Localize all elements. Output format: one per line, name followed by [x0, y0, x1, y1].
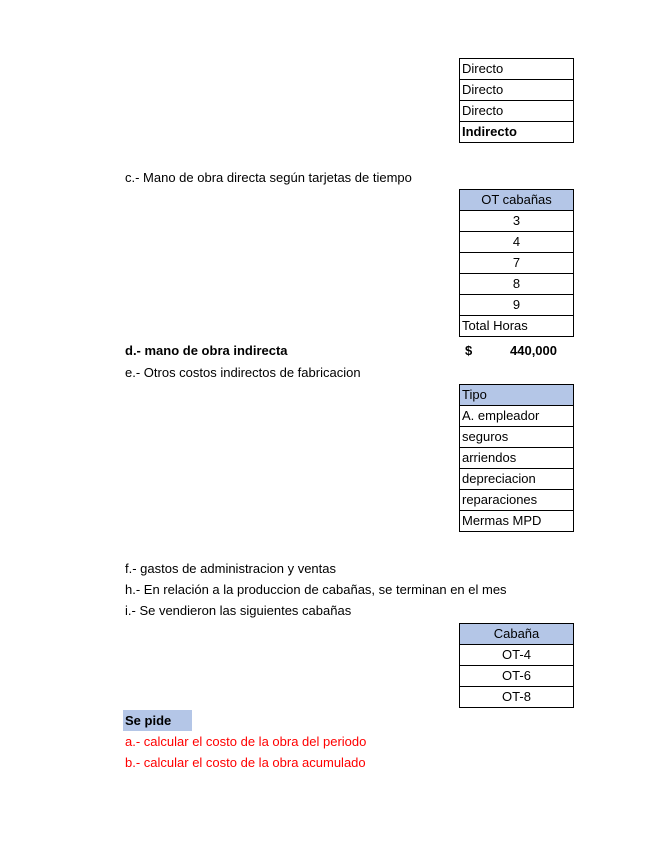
tipo-header[interactable]: Tipo — [460, 385, 574, 406]
tipo-cell[interactable]: reparaciones — [460, 490, 574, 511]
tipo-cell[interactable]: A. empleador — [460, 406, 574, 427]
ot-cabanas-cell[interactable]: 7 — [460, 253, 574, 274]
cabana-cell[interactable]: OT-8 — [460, 687, 574, 708]
tipo-cell[interactable]: depreciacion — [460, 469, 574, 490]
total-horas-cell[interactable]: Total Horas — [460, 316, 574, 337]
ot-cabanas-table — [459, 189, 574, 337]
cabana-header[interactable]: Cabaña — [460, 624, 574, 645]
ot-cabanas-cell[interactable]: 8 — [460, 274, 574, 295]
cabana-cell[interactable]: OT-4 — [460, 645, 574, 666]
section-c-title: c.- Mano de obra directa según tarjetas de tiempo — [125, 170, 412, 185]
tipo-cell[interactable]: seguros — [460, 427, 574, 448]
section-e-title: e.- Otros costos indirectos de fabricacion — [125, 365, 361, 380]
labor-type-cell[interactable]: Directo — [460, 80, 574, 101]
section-f-title: f.- gastos de administracion y ventas — [125, 561, 336, 576]
section-d-title: d.- mano de obra indirecta — [125, 343, 288, 358]
ot-cabanas-cell[interactable]: 9 — [460, 295, 574, 316]
tipo-cell[interactable]: Mermas MPD — [460, 511, 574, 532]
ot-cabanas-cell[interactable]: 4 — [460, 232, 574, 253]
currency-symbol: $ — [465, 343, 473, 358]
ot-cabanas-cell[interactable]: 3 — [460, 211, 574, 232]
tipo-table — [459, 384, 574, 532]
section-i-title: i.- Se vendieron las siguientes cabañas — [125, 603, 352, 618]
se-pide-item-a: a.- calcular el costo de la obra del periodo — [125, 734, 367, 749]
labor-type-cell[interactable]: Directo — [460, 59, 574, 80]
labor-type-cell[interactable]: Directo — [460, 101, 574, 122]
cabana-cell[interactable]: OT-6 — [460, 666, 574, 687]
se-pide-label: Se pide — [123, 710, 192, 731]
section-h-title: h.- En relación a la produccion de cabañas, se terminan en el mes — [125, 582, 507, 597]
ot-cabanas-header[interactable]: OT cabañas — [460, 190, 574, 211]
tipo-cell[interactable]: arriendos — [460, 448, 574, 469]
labor-type-cell[interactable]: Indirecto — [460, 122, 574, 143]
cabana-table — [459, 623, 574, 708]
se-pide-item-b: b.- calcular el costo de la obra acumulado — [125, 755, 366, 770]
indirect-labor-amount[interactable]: 440,000 — [510, 343, 557, 358]
labor-type-table — [459, 58, 574, 143]
